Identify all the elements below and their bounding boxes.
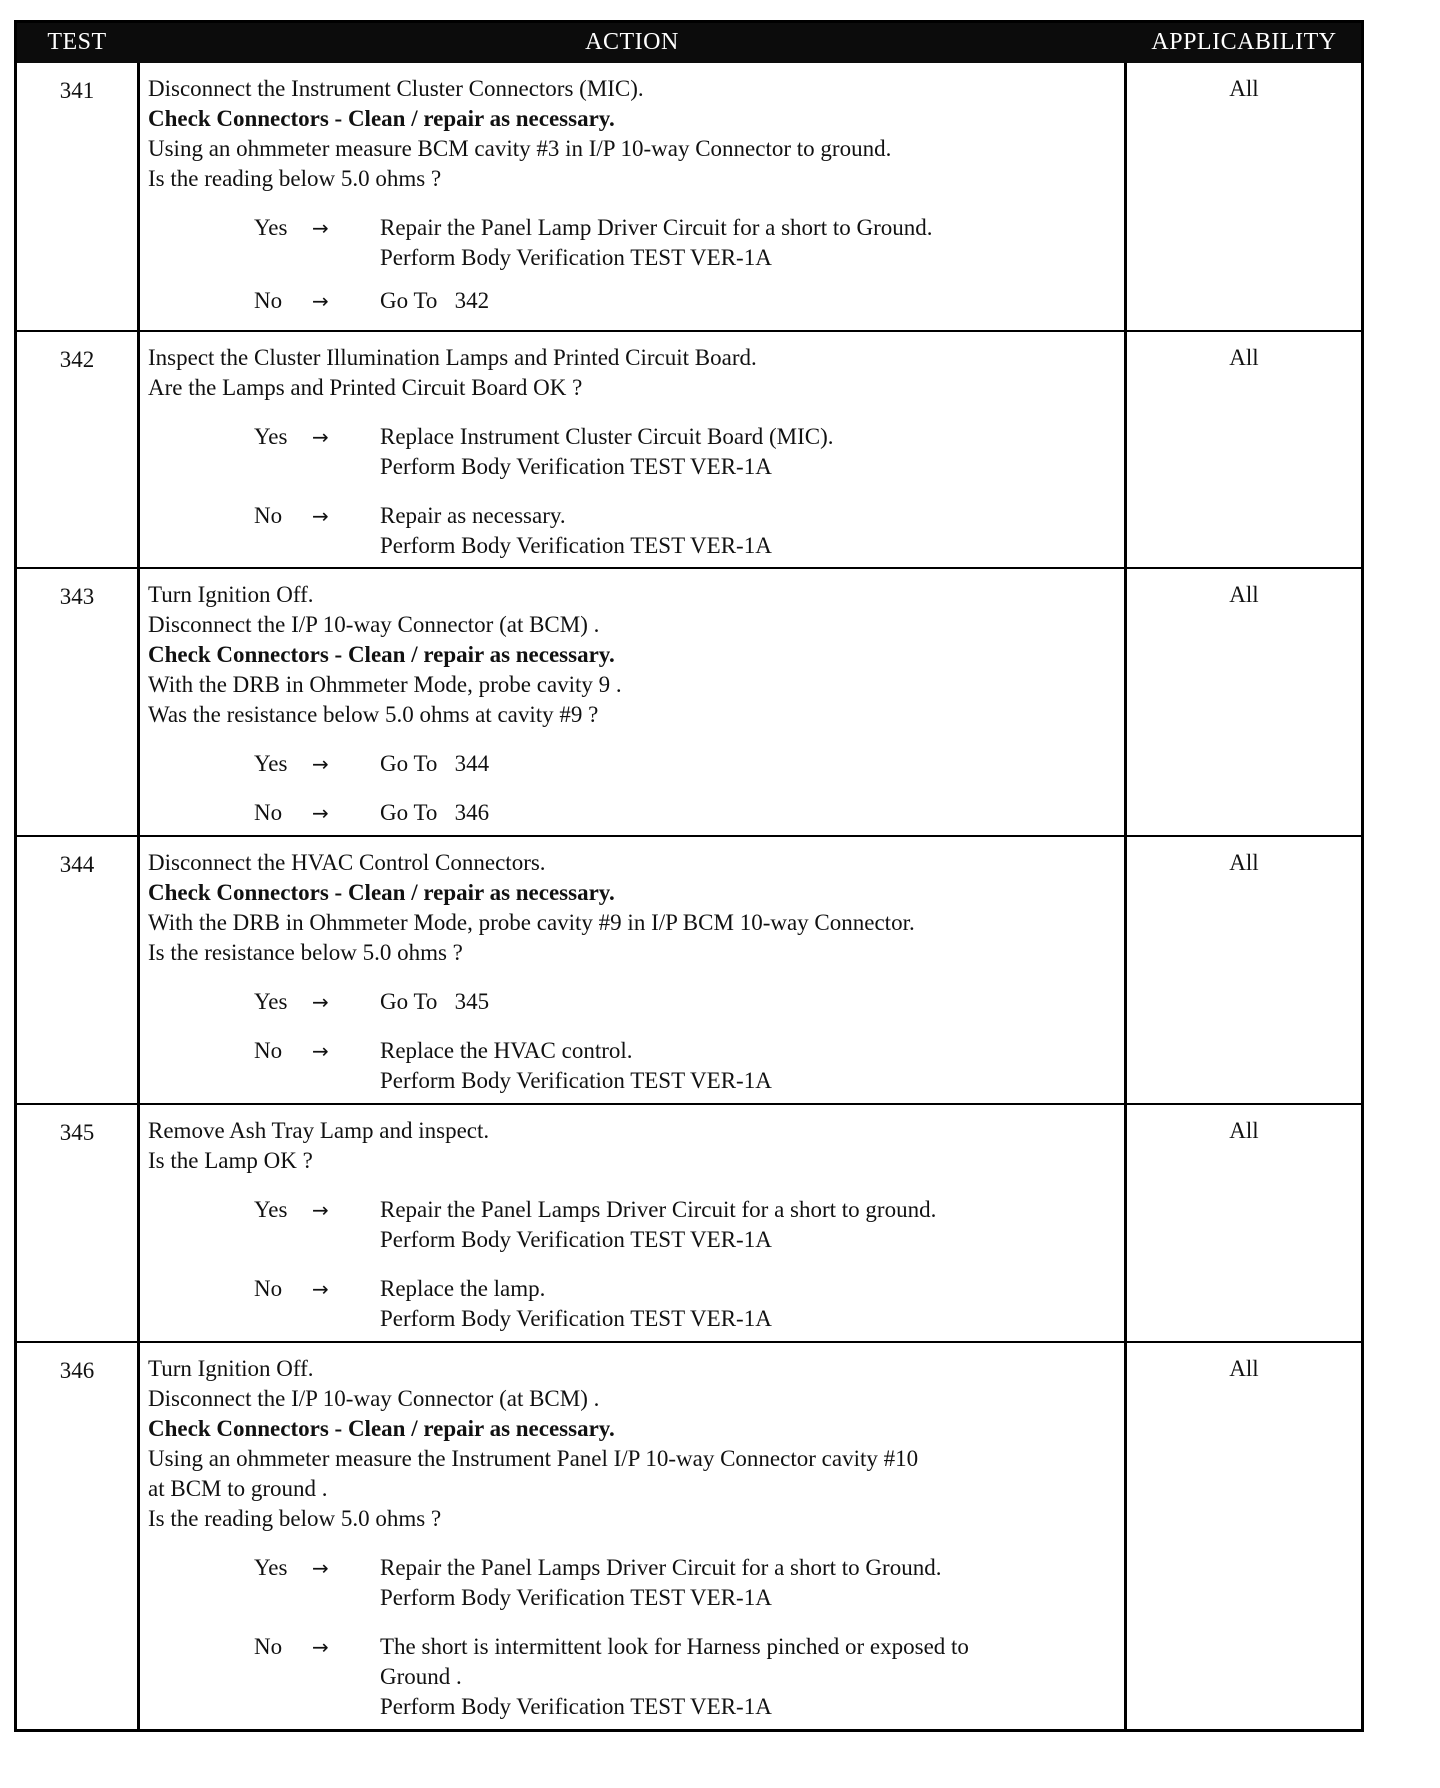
arrow-right-icon: → — [312, 1635, 329, 1659]
action-line: With the DRB in Ohmmeter Mode, probe cavity 9 . — [148, 672, 622, 697]
response-line: Perform Body Verification TEST VER-1A — [380, 1694, 772, 1719]
action-cell — [148, 74, 1123, 316]
yes-label: Yes — [254, 751, 288, 776]
action-cell — [148, 1116, 1123, 1334]
table-row — [17, 1341, 1361, 1729]
arrow-right-icon: → — [312, 425, 329, 449]
yes-label: Yes — [254, 989, 288, 1014]
table-row — [17, 63, 1361, 330]
no-label: No — [254, 1634, 283, 1659]
action-line: Disconnect the I/P 10-way Connector (at BCM) . — [148, 612, 600, 637]
response-line: Go To 346 — [380, 800, 490, 825]
applicability-value: All — [1229, 1118, 1259, 1143]
header-test: TEST — [47, 29, 107, 55]
no-label: No — [254, 288, 283, 313]
response-line: Go To 342 — [380, 288, 490, 313]
table-row — [17, 330, 1361, 567]
applicability-value: All — [1229, 345, 1259, 370]
response-line: Perform Body Verification TEST VER-1A — [380, 1306, 772, 1331]
action-line: Inspect the Cluster Illumination Lamps and Printed Circuit Board. — [148, 345, 757, 370]
arrow-right-icon: → — [312, 216, 329, 240]
response-line: Perform Body Verification TEST VER-1A — [380, 1227, 772, 1252]
applicability-value: All — [1229, 850, 1259, 875]
action-cell — [148, 580, 1123, 828]
action-line: Disconnect the Instrument Cluster Connectors (MIC). — [148, 76, 644, 101]
action-cell — [148, 343, 1123, 561]
action-line: at BCM to ground . — [148, 1476, 328, 1501]
response-line: Go To 344 — [380, 751, 490, 776]
applicability-value: All — [1229, 76, 1259, 101]
action-line-bold: Check Connectors - Clean / repair as necessary. — [148, 1416, 615, 1441]
action-line-bold: Check Connectors - Clean / repair as necessary. — [148, 642, 615, 667]
response-line: Perform Body Verification TEST VER-1A — [380, 533, 772, 558]
no-label: No — [254, 800, 283, 825]
action-line: Is the Lamp OK ? — [148, 1148, 313, 1173]
no-response — [148, 1036, 1123, 1096]
action-line: Using an ohmmeter measure BCM cavity #3 in I/P 10-way Connector to ground. — [148, 136, 892, 161]
yes-label: Yes — [254, 1197, 288, 1222]
no-response — [148, 1274, 1123, 1334]
arrow-right-icon: → — [312, 801, 329, 825]
response-line: Repair as necessary. — [380, 503, 566, 528]
table-row — [17, 567, 1361, 835]
no-label: No — [254, 1276, 283, 1301]
response-line: Go To 345 — [380, 989, 490, 1014]
test-number: 345 — [59, 1120, 95, 1145]
action-line: With the DRB in Ohmmeter Mode, probe cavity #9 in I/P BCM 10-way Connector. — [148, 910, 915, 935]
header-applicability: APPLICABILITY — [1151, 29, 1337, 55]
response-line: The short is intermittent look for Harness pinched or exposed to — [380, 1634, 969, 1659]
arrow-right-icon: → — [312, 990, 329, 1014]
yes-response — [148, 213, 1123, 273]
arrow-right-icon: → — [312, 1039, 329, 1063]
response-line: Ground . — [380, 1664, 462, 1689]
arrow-right-icon: → — [312, 289, 329, 313]
applicability-value: All — [1229, 1356, 1259, 1381]
test-number: 341 — [59, 78, 95, 103]
arrow-right-icon: → — [312, 1556, 329, 1580]
table-row — [17, 1103, 1361, 1341]
arrow-right-icon: → — [312, 1277, 329, 1301]
yes-label: Yes — [254, 1555, 288, 1580]
action-line: Using an ohmmeter measure the Instrument Panel I/P 10-way Connector cavity #10 — [148, 1446, 919, 1471]
action-line-bold: Check Connectors - Clean / repair as necessary. — [148, 106, 615, 131]
response-line: Perform Body Verification TEST VER-1A — [380, 1585, 772, 1610]
yes-label: Yes — [254, 215, 288, 240]
action-line: Disconnect the I/P 10-way Connector (at BCM) . — [148, 1386, 600, 1411]
test-number: 342 — [59, 347, 95, 372]
test-number: 344 — [59, 852, 95, 877]
response-line: Repair the Panel Lamp Driver Circuit for a short to Ground. — [380, 215, 933, 240]
applicability-value: All — [1229, 582, 1259, 607]
action-line-bold: Check Connectors - Clean / repair as necessary. — [148, 880, 615, 905]
response-line: Replace Instrument Cluster Circuit Board (MIC). — [380, 424, 834, 449]
action-line: Disconnect the HVAC Control Connectors. — [148, 850, 546, 875]
yes-response — [148, 422, 1123, 482]
arrow-right-icon: → — [312, 1198, 329, 1222]
response-line: Perform Body Verification TEST VER-1A — [380, 1068, 772, 1093]
no-label: No — [254, 1038, 283, 1063]
no-response — [148, 501, 1123, 561]
no-label: No — [254, 503, 283, 528]
yes-response — [148, 1553, 1123, 1613]
no-response — [148, 286, 1123, 316]
response-line: Perform Body Verification TEST VER-1A — [380, 245, 772, 270]
yes-response — [148, 987, 1123, 1017]
action-line: Is the reading below 5.0 ohms ? — [148, 166, 442, 191]
action-line: Turn Ignition Off. — [148, 1356, 314, 1381]
action-line: Is the reading below 5.0 ohms ? — [148, 1506, 442, 1531]
yes-label: Yes — [254, 424, 288, 449]
no-response — [148, 1632, 1123, 1722]
action-line: Was the resistance below 5.0 ohms at cavity #9 ? — [148, 702, 599, 727]
no-response — [148, 798, 1123, 828]
diagnostic-table — [14, 20, 1364, 1732]
response-line: Repair the Panel Lamps Driver Circuit for a short to Ground. — [380, 1555, 942, 1580]
response-line: Perform Body Verification TEST VER-1A — [380, 454, 772, 479]
action-line: Remove Ash Tray Lamp and inspect. — [148, 1118, 490, 1143]
arrow-right-icon: → — [312, 752, 329, 776]
yes-response — [148, 749, 1123, 779]
arrow-right-icon: → — [312, 504, 329, 528]
test-number: 343 — [59, 584, 95, 609]
response-line: Repair the Panel Lamps Driver Circuit for a short to ground. — [380, 1197, 937, 1222]
action-line: Turn Ignition Off. — [148, 582, 314, 607]
action-cell — [148, 848, 1123, 1096]
action-line: Are the Lamps and Printed Circuit Board OK ? — [148, 375, 583, 400]
action-line: Is the resistance below 5.0 ohms ? — [148, 940, 463, 965]
response-line: Replace the lamp. — [380, 1276, 546, 1301]
response-line: Replace the HVAC control. — [380, 1038, 633, 1063]
yes-response — [148, 1195, 1123, 1255]
table-header — [17, 23, 1361, 63]
table-row — [17, 835, 1361, 1103]
test-number: 346 — [59, 1358, 95, 1383]
header-action: ACTION — [585, 29, 679, 55]
action-cell — [148, 1354, 1123, 1722]
